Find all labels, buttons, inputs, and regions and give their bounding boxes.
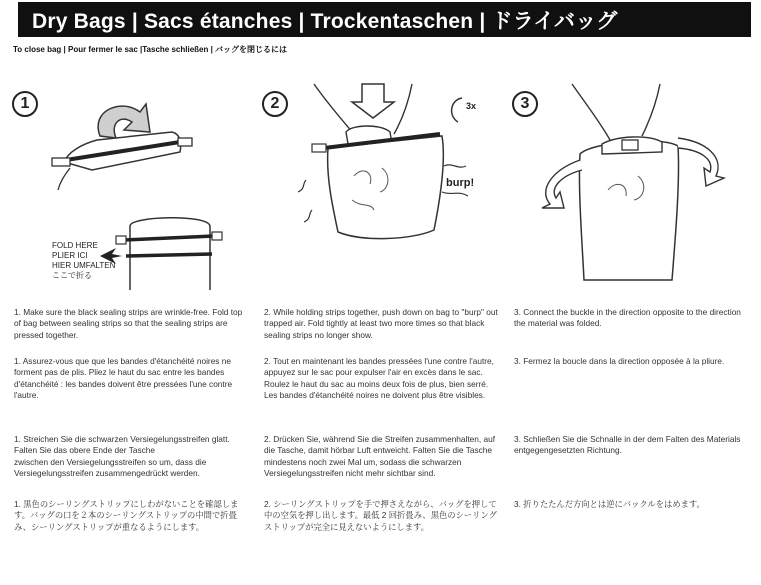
step-3-fr-text: 3. Fermez la boucle dans la direction opposée à la pliure.: [514, 356, 725, 366]
step-3-de-text: 3. Schließen Sie die Schnalle in der dem Falten des Materials entgegengesetzten Richtung.: [514, 434, 741, 456]
step-3-de: [514, 434, 750, 457]
step-1-drawing: [12, 80, 252, 290]
step-1-illustration: [12, 80, 252, 290]
rotate-left-arrow-icon: [542, 160, 582, 208]
step-3-illustration: [512, 80, 752, 290]
step-1-number: 1: [12, 91, 38, 117]
step-3-en: [514, 307, 750, 330]
fold-arrow-icon: [98, 104, 150, 138]
fold-here-label: FOLD HERE PLIER ICI HIER UMFALTEN ここで折る: [52, 241, 116, 280]
step-1-en-text: 1. Make sure the black sealing strips are wrinkle-free. Fold top of bag between sealing strips so that the sealing strips are pressed together.: [14, 307, 243, 340]
step-2-ja: [264, 499, 500, 533]
step-1-fr: [14, 356, 250, 401]
buckle-icon: [622, 140, 638, 150]
step-2-ja-text: 2. シーリングストリップを手で押さえながら、バッグを押して中の空気を押し出します。最低 2 回折畳み、黒色のシーリングストリップが完全に見えないようにします。: [264, 499, 497, 532]
step-2-en-text: 2. While holding strips together, push down on bag to "burp" out trapped air. Fold tightly at least two more times so that black sealing strips no longer show.: [264, 307, 498, 340]
step-3-ja-text: 3. 折りたたんだ方向とは逆にバックルをはめます。: [514, 499, 705, 509]
step-3-drawing: [512, 80, 752, 290]
page-title: Dry Bags | Sacs étanches | Trockentaschen | ドライバッグ: [32, 9, 618, 33]
step-3-en-text: 3. Connect the buckle in the direction opposite to the direction the material was folded.: [514, 307, 741, 329]
push-down-arrow-icon: [352, 84, 394, 118]
step-2-de-text: 2. Drücken Sie, während Sie die Streifen zusammenhalten, auf die Tasche, damit hörbar Luft entweicht. Falten Sie die Tasche mindestens noch zwei Mal um, sodass die schwarzen Versiegelungsstreifen nicht mehr sichtbar sind.: [264, 434, 496, 478]
repeat-arrow-icon: [452, 98, 462, 122]
step-1-fr-text: 1. Assurez-vous que que les bandes d'étanchéité noires ne forment pas de plis. Pliez le haut du sac entre les bandes d'étanchéité : les bandes doivent être pressées l'une contre l'autre.: [14, 356, 233, 400]
repeat-count-label: 3x: [466, 101, 477, 111]
step-2-en: [264, 307, 500, 341]
step-3-number: 3: [512, 91, 538, 117]
title-banner: [18, 2, 751, 37]
step-2-de: [264, 434, 500, 479]
step-1-de: [14, 434, 250, 479]
step-1-en: [14, 307, 250, 341]
step-1-de-text: 1. Streichen Sie die schwarzen Versiegelungsstreifen glatt. Falten Sie das obere Ende der Tasche zwischen den Versiegelungsstreifen so um, dass die Versiegelungsstreifen zusammengedrückt werden.: [14, 434, 230, 478]
buckle-icon: [52, 158, 70, 166]
burp-label: burp!: [446, 177, 475, 189]
step-2-fr: [264, 356, 500, 401]
step-1-ja-text: 1. 黒色のシーリングストリップにしわがないことを確認します。バッグの口を２本のシーリングストリップの中間で折畳み、シーリングストリップが重なるようにします。: [14, 499, 239, 532]
step-2-fr-text: 2. Tout en maintenant les bandes pressées l'une contre l'autre, appuyez sur le sac pour expulser l'air en excès dans le sac. Roulez le haut du sac au moins deux fois de plus, bien serré. Les bandes d'étanchéité noires ne doivent plus être visibles.: [264, 356, 494, 400]
subtitle: To close bag | Pour fermer le sac |Tasche schließen | バッグを閉じるには: [13, 45, 288, 54]
step-2-number: 2: [262, 91, 288, 117]
step-1-ja: [14, 499, 250, 533]
rotate-right-arrow-icon: [678, 138, 724, 186]
step-3-fr: [514, 356, 750, 367]
step-3-ja: [514, 499, 750, 510]
